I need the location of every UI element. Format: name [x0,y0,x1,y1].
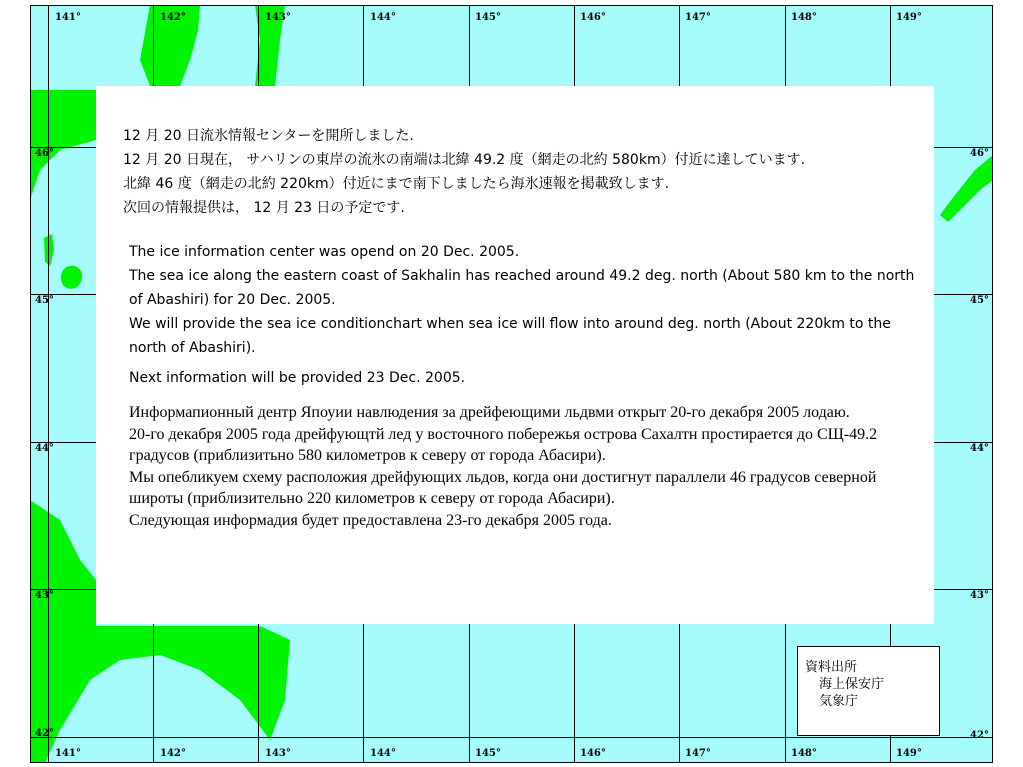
lon-label: 146° [580,748,606,759]
lon-labels-top [55,12,922,23]
jp-line: 12 月 20 日流氷情報センターを開所しました. [123,128,414,144]
lat-label: 45° [35,295,54,306]
lon-label: 141° [55,12,81,23]
notice-panel [96,86,934,624]
lon-label: 148° [791,748,817,759]
lat-label: 43° [970,590,989,601]
lon-label: 142° [160,748,186,759]
en-line: The sea ice along the eastern coast of Sakhalin has reached around 49.2 deg. north (About 580 km to the north of Abashiri) for 20 Dec. 2005. [129,268,915,308]
lat-label: 46° [970,148,989,159]
en-line: We will provide the sea ice conditionchart when sea ice will flow into around deg. north (About 220km to the north of Abashiri). [129,316,891,356]
ru-line: Мы опебликуем схему расположия дрейфующих льдов, когда они достигнут параллели 46 градусов северной широты (приблизительно 220 километров к северу от города Абасири). [129,468,877,507]
lat-label: 43° [35,590,54,601]
lon-label: 146° [580,12,606,23]
lon-label: 149° [896,748,922,759]
lat-label: 42° [970,730,989,741]
lat-label: 46° [35,148,54,159]
lon-label: 143° [265,12,291,23]
source-agency: 気象庁 [819,694,859,709]
lon-label: 144° [370,12,396,23]
lat-label: 44° [35,443,54,454]
lon-label: 148° [791,12,817,23]
lon-label: 144° [370,748,396,759]
en-line: Next information will be provided 23 Dec. 2005. [129,370,466,386]
lon-label: 149° [896,12,922,23]
ru-line: Информапионный дентр Япоуии навлюдения за дрейфеющими льдвми открыт 20-го декабря 2005 лодаю. [129,404,850,421]
lon-labels-bottom [55,748,922,759]
jp-line: 12 月 20 日現在， サハリンの東岸の流氷の南端は北緯 49.2 度（網走の北約 580km）付近に達しています. [123,152,806,168]
lat-label: 42° [35,728,54,739]
lat-label: 45° [970,295,989,306]
lon-label: 142° [160,12,186,23]
lon-label: 143° [265,748,291,759]
source-heading: 資料出所 [805,660,858,675]
ru-line: Следующая информадия будет предоставлена 23-го декабря 2005 года. [129,511,612,529]
lon-label: 145° [475,12,501,23]
japanese-notice [123,124,933,220]
jp-line: 北緯 46 度（網走の北約 220km）付近にまで南下しましたら海氷速報を掲載致します. [123,176,670,192]
russian-notice [123,402,913,531]
lon-label: 141° [55,748,81,759]
lat-label: 44° [970,443,989,454]
english-notice [123,240,928,390]
source-agency: 海上保安庁 [819,677,885,692]
jp-line: 次回の情報提供は， 12 月 23 日の予定です. [123,200,405,216]
en-line: The ice information center was opend on 20 Dec. 2005. [129,244,520,260]
lon-label: 145° [475,748,501,759]
source-box [797,646,940,736]
lon-label: 147° [685,12,711,23]
lon-label: 147° [685,748,711,759]
ru-line: 20-го декабря 2005 года дрейфующтй лед у восточного побережья острова Сахалтн простирается до СЩ-49.2 градусов (приблизитьно 580 километров к северу от города Абасири). [129,425,878,464]
